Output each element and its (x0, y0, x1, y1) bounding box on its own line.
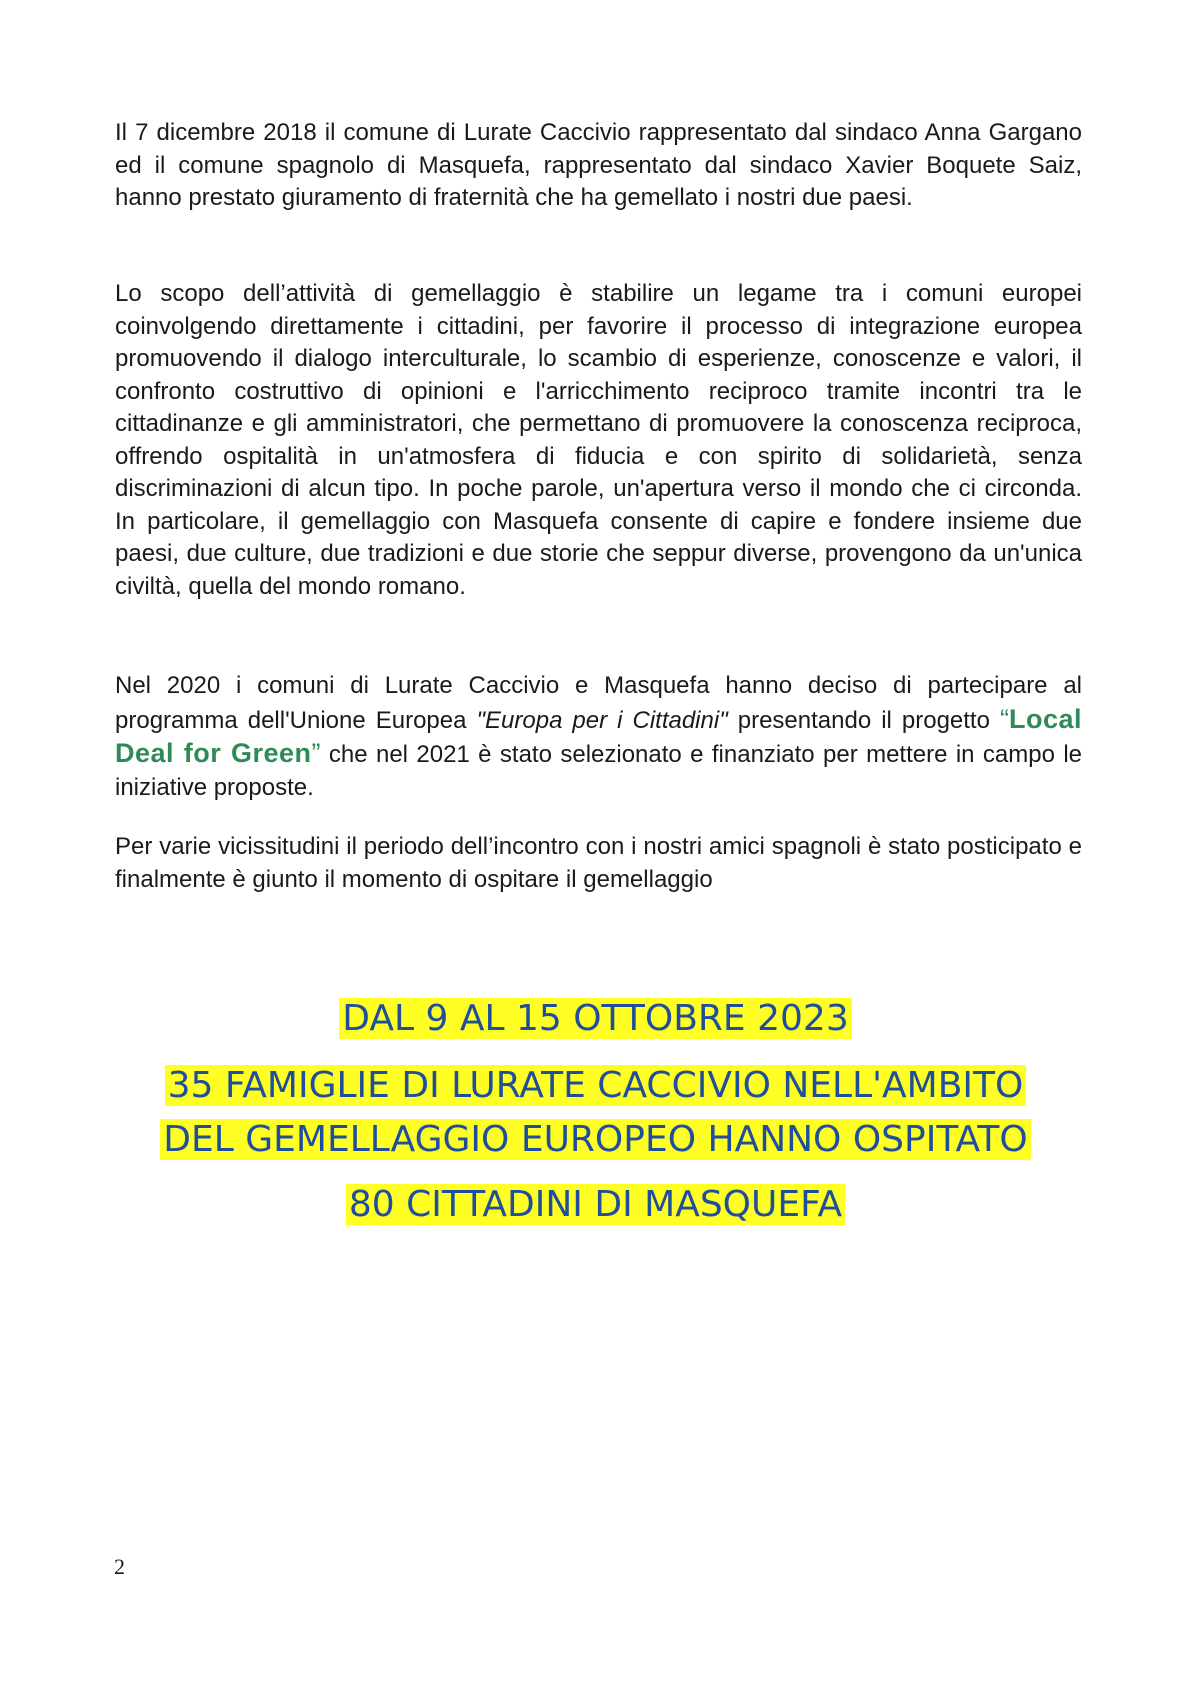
banner-dates (0, 996, 1191, 1042)
paragraph-eu-program-text-3: che nel 2021 è stato selezionato e finanziato per mettere in campo le iniziative proposte. (115, 741, 1083, 801)
banner-families-line1 (0, 1063, 1191, 1109)
banner-families-line2 (0, 1117, 1191, 1163)
quote-open: “ (999, 703, 1009, 734)
paragraph-eu-program-text-1: Nel 2020 i comuni di Lurate Caccivio e Masquefa hanno deciso di partecipare al programma dell'Unione Europea (115, 672, 1082, 734)
paragraph-eu-program-text-2: presentando il progetto (727, 706, 1000, 734)
banner-families-line1-text: 35 FAMIGLIE DI LURATE CACCIVIO NELL'AMBITO (165, 1065, 1027, 1106)
paragraph-twinning-oath: Il 7 dicembre 2018 il comune di Lurate Caccivio rappresentato dal sindaco Anna Gargano ed il comune spagnolo di Masquefa, rappresentato dal sindaco Xavier Boquete Saiz, hanno prestato giuramento di fraternità che ha gemellato i nostri due paesi. (115, 119, 1082, 211)
project-name: Local Deal for Green (115, 703, 1082, 768)
banner-dates-text: DAL 9 AL 15 OTTOBRE 2023 (339, 998, 851, 1039)
banner-citizens (0, 1182, 1191, 1228)
program-name: "Europa per i Cittadini" (476, 706, 728, 734)
paragraph-eu-program (115, 670, 1082, 804)
paragraph-twinning-purpose: Lo scopo dell’attività di gemellaggio è stabilire un legame tra i comuni europei coinvolgendo direttamente i cittadini, per favorire il processo di integrazione europea promuovendo il dialogo interculturale, lo scambio di esperienze, conoscenze e valori, il confronto costruttivo di opinioni e l'arricchimento reciproco tramite incontri tra le cittadinanze e gli amministratori, che permettano di promuovere la conoscenza reciproca, offrendo ospitalità in un'atmosfera di fiducia e con spirito di solidarietà, senza discriminazioni di alcun tipo. In poche parole, un'apertura verso il mondo che ci circonda. In particolare, il gemellaggio con Masquefa consente di capire e fondere insieme due paesi, due culture, due tradizioni e due storie che seppur diverse, provengono da un'unica civiltà, quella del mondo romano. (115, 280, 1082, 600)
banner-families-line2-text: DEL GEMELLAGGIO EUROPEO HANNO OSPITATO (160, 1119, 1030, 1160)
paragraph-postponed-meeting: Per varie vicissitudini il periodo dell’incontro con i nostri amici spagnoli è stato posticipato e finalmente è giunto il momento di ospitare il gemellaggio (115, 833, 1082, 893)
page-number: 2 (114, 1554, 125, 1579)
banner-citizens-text: 80 CITTADINI DI MASQUEFA (346, 1184, 845, 1225)
quote-close: ” (311, 738, 321, 768)
